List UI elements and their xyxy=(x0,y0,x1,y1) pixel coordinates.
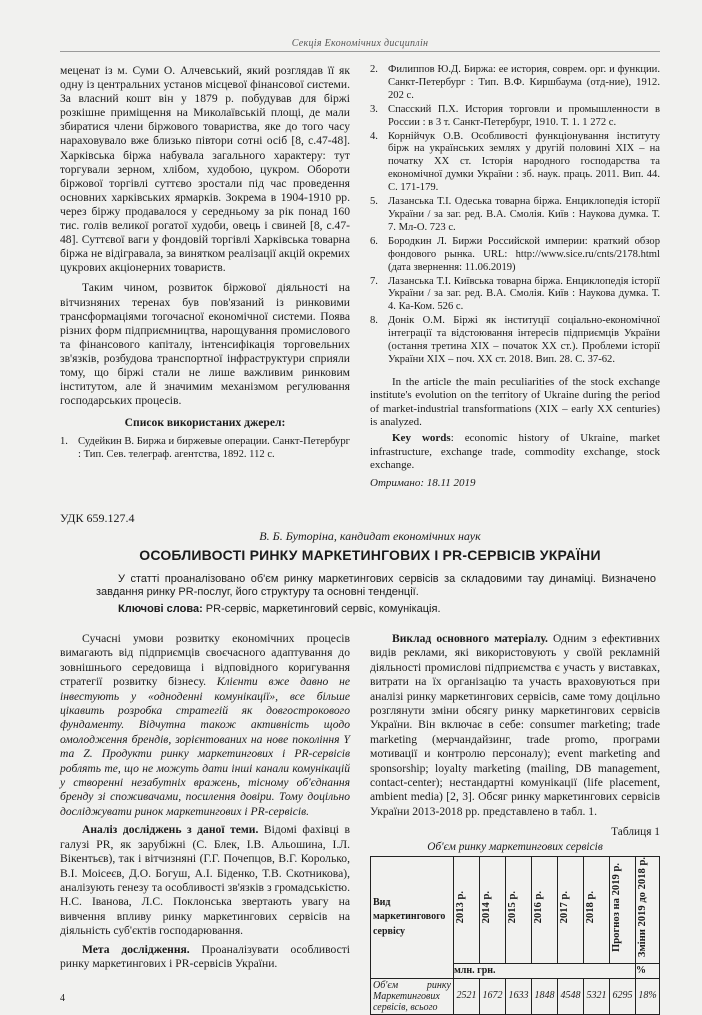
table-header-cell: Зміни 2019 до 2018 р. xyxy=(636,857,660,964)
references-title: Список використаних джерел: xyxy=(124,416,286,430)
table-cell: 18% xyxy=(636,979,660,1015)
table-header-cell: 2014 р. xyxy=(480,857,506,964)
keywords-english: Key words: economic history of Ukraine, market infrastructure, exchange trade, commodity exchange, stock exchange. xyxy=(370,432,660,472)
reference-item: 1. Судейкин В. Биржа и биржевые операции. Санкт-Петербург : Тип. Сев. телеграф. агентства, 1892. 112 с. xyxy=(60,436,350,461)
goal-paragraph: Мета дослідження. Проаналізувати особливості ринку маркетингових і PR-сервісів України. xyxy=(60,942,350,970)
table-header-cell: Прогноз на 2019 р. xyxy=(610,857,636,964)
reference-item: 6. Бородкин Л. Биржи Российской империи: краткий обзор фондового рынка. URL: http://www.sice.ru/cnts/2178.html (дата звернення: 11.06.2019) xyxy=(370,235,660,273)
article-title: ОСОБЛИВОСТІ РИНКУ МАРКЕТИНГОВИХ І PR-СЕРВІСІВ УКРАЇНИ xyxy=(139,547,601,563)
bottom-left-column xyxy=(60,632,350,971)
table-header-cell: 2013 р. xyxy=(454,857,480,964)
table-cell: 2521 xyxy=(454,979,480,1015)
table-cell: 1633 xyxy=(506,979,532,1015)
main-material-paragraph: Виклад основного матеріалу. Одним з ефективних видів реклами, які використовують у своїй рекламній діяльності промислові підприємства є участь у виставках, витрати на їх організацію та участь враховуються при аналізі ринку маркетингових сервісів, саме тому доцільно розглянути зміни обсягу ринку маркетингових сервісів України. Він включає в себе: consumer marketing; trade marketing (мерчандайзинг, trade promo, програми мотивації и контролю персоналу); event marketing and sponsorship; loyalty marketing (mailing, DB management, contact-center); нестандартні комунікації (life placement, ambient media) [2, 3]. Обсяг ринку маркетингових сервісів України 2013-2018 рр. представлено в табл. 1. xyxy=(370,632,660,818)
reference-item: 2. Филиппов Ю.Д. Биржа: ее история, соврем. орг. и функции. Санкт-Петербург : Тип. В.Ф. Киршбаума (отд-ние), 1912. 202 с. xyxy=(370,64,660,101)
reference-item: 4. Корнійчук О.В. Особливості функціонування інституту бірж на українських землях у другій половині XIX – на початку XX ст. Історія народного господарства та економічної думки України : зб. наук. праць. 2011. Вип. 44. С. 171-179. xyxy=(370,130,660,194)
article-abstract: У статті проаналізовано об'єм ринку маркетингових сервісів за складовими тау динаміці. Визначено завдання ринку PR-послуг, його структуру та основні тенденції. xyxy=(96,573,656,599)
table-header-cell: 2015 р. xyxy=(506,857,532,964)
table-header-cell: 2018 р. xyxy=(584,857,610,964)
references-list-left xyxy=(60,436,350,462)
table-units-percent: % xyxy=(636,963,660,978)
bottom-right-column xyxy=(370,632,660,1015)
top-left-column xyxy=(60,64,350,463)
article-author: В. Б. Буторіна, кандидат економічних наук xyxy=(259,529,481,543)
reference-item: 5. Лазанська Т.І. Одеська товарна біржа. Енциклопедія історії України / за заг. ред. В.А. Смолія. Київ : Наукова думка. Т. 7. Мл-О. 723 с. xyxy=(370,196,660,233)
table-number: Таблиця 1 xyxy=(611,826,660,839)
paragraph-conclusion: Таким чином, розвиток біржової діяльності на вітчизняних теренах був пов'язаний із ринковими трансформаціями тогочасної економічної системи. Поява різних форм підприємництва, нарощування промислового та фінансового капіталу, інтенсифікація торговельних зв'язків, розбудова транспортної інфраструктури сприяли тому, що біржі стали не лише важливим ринковим інститутом, але й значимим механізмом регулювання господарських процесів. xyxy=(60,281,350,408)
top-right-column xyxy=(370,64,660,490)
article-keywords: Ключові слова: PR-сервіс, маркетинговий сервіс, комунікація. xyxy=(118,603,441,615)
table-cell: 1672 xyxy=(480,979,506,1015)
table-row-label: Об'єм ринку Маркетингових сервісів, всього xyxy=(371,979,454,1015)
table-header-cell: 2017 р. xyxy=(558,857,584,964)
table-cell: 4548 xyxy=(558,979,584,1015)
table-units-money: млн. грн. xyxy=(454,963,636,978)
received-date: Отримано: 18.11 2019 xyxy=(370,476,476,489)
intro-paragraph: Сучасні умови розвитку економічних процесів вимагають від підприємців своєчасного адаптування до зовнішнього середовища і відповідного коригування стратегії розвитку бізнесу. Клієнти вже давно не інвестують у «одноденні комунікації», все більше цікавить розробка стратегій як довгострокового фундаменту. Відчутна також активність щодо омолодження брендів, зорієнтованих на нове покоління Y та Z. Продукти ринку маркетингових і PR-сервісів роблять те, що не можуть дати інші канали комунікацій у створенні незабутніх вражень, тісному об'єднання бренду зі споживачами, посилення довіри. Тому доцільно досліджувати ринок маркетингових і PR-сервісів. xyxy=(60,632,350,818)
table-cell: 6295 xyxy=(610,979,636,1015)
paragraph-kharkiv-exchange: меценат із м. Суми О. Алчевський, який розглядав її як одну із центральних установ місцевої фінансової системи. За власний кошт він у 1879 р. побудував для біржі розкішне приміщення на Миколаївській площі, де мали збиратися члени біржового товариства, яке до того часу нараховувало вже близько півтори сотні осіб [8, с.47-48]. Харківська біржа набувала загального характеру: тут торгували зерном, хлібом, худобою, цукром. Обороти біржової торгівлі суттєво зростали під час проведення основних харківських ярмарків. Зокрема в 1904-1910 рр. через біржу продавалося у середньому за рік понад 160 тис. голів великої рогатої худоби, овець і свиней [8, с.47-48]. Суттєвої ваги у фондовій торгівлі Харківська товарна біржа не відігравала, за винятком реалізації акцій окремих цукрових акціонерних товариств. xyxy=(60,64,350,275)
running-header: Секція Економічних дисциплін xyxy=(60,38,660,52)
table-row xyxy=(371,979,660,1015)
reference-item: 7. Лазанська Т.І. Київська товарна біржа. Енциклопедія історії України / за заг. ред. В.А. Смолія. Київ : Наукова думка. Т. 4. Ка-Ком. 526 с. xyxy=(370,275,660,313)
references-list-right xyxy=(370,64,660,367)
market-volume-table xyxy=(370,856,660,1015)
reference-item: 8. Донік О.М. Біржі як інституції соціально-економічної інтеграції та відстоювання інтересів підприємців України (остання третина XIX – початок XX ст.). Проблеми історії України XIX – поч. XX ст. 2018. Вип. 28. С. 37-62. xyxy=(370,315,660,365)
table-caption: Об'єм ринку маркетингових сервісів xyxy=(427,840,603,853)
table-header-cell: 2016 р. xyxy=(532,857,558,964)
udk-code: УДК 659.127.4 xyxy=(60,511,135,525)
analysis-paragraph: Аналіз досліджень з даної теми. Відомі фахівці в галузі PR, як зарубіжні (С. Блек, І.В. Альошина, І.Л. Вікентьєв), так і вітчизняні (Г.Г. Почепцов, В.Г. Королько, В.І. Моісеєв, Д.О. Богуш, А.І. Біденко, Т.В. Скотникова), аналізують генезу та особливості зв'язків з громадськістю. Н.С. Іванова, Л.С. Поклонська звертають увагу на вивчення впливу ринку маркетингових сервісів на діяльність суб'єктів господарювання. xyxy=(60,823,351,938)
abstract-english: In the article the main peculiarities of the stock exchange institute's evolution on the territory of Ukraine during the period of market-industrial transformations (XIX – early XX centuries) is analyzed. xyxy=(370,375,660,429)
table-cell: 1848 xyxy=(532,979,558,1015)
table-cell: 5321 xyxy=(584,979,610,1015)
page-number: 4 xyxy=(60,993,65,1004)
reference-item: 3. Спасский П.Х. История торговли и промышленности в России : в 3 т. Санкт-Петербург, 1910. Т. 1. 1 272 с. xyxy=(370,103,660,128)
table-header-cell: Вид маркетингового сервісу xyxy=(371,857,454,979)
